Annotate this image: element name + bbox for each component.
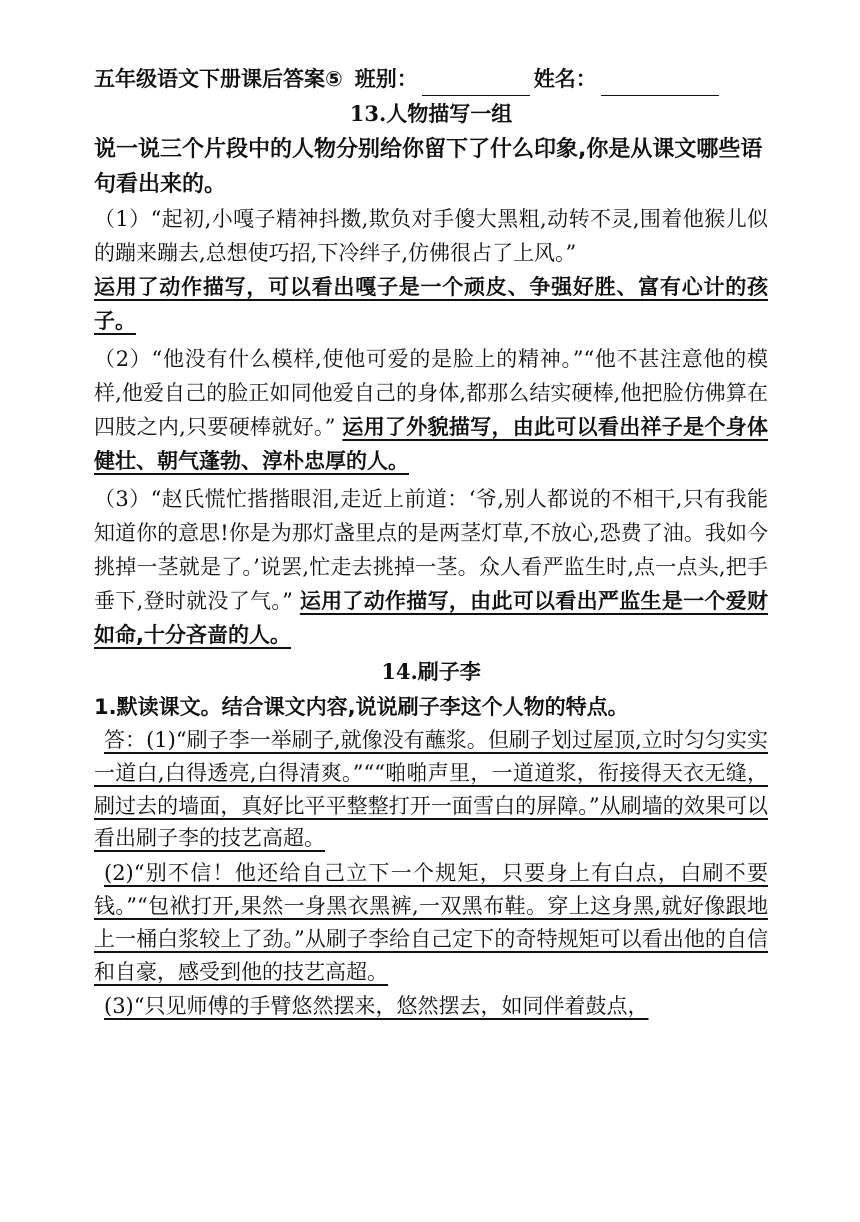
answer-2-text: (2)“别不信！他还给自己立下一个规矩，只要身上有白点，白刷不要钱。”“包袱打开,果然一身黑衣黑裤,一双黑布鞋。穿上这身黑,就好像跟地上一桶白浆较上了劲。”从刷子李给自己定下的奇特规矩可以看出他的自信和自豪，感受到他的技艺高超。 — [94, 861, 768, 984]
class-label: 班别： — [354, 67, 418, 91]
passage-2-answer: 运用了外貌描写，由此可以看出祥子是个身体健壮、朝气蓬勃、淳朴忠厚的人。 — [94, 415, 768, 473]
section14-answer-2 — [94, 857, 768, 988]
section14-answer-1 — [94, 724, 768, 855]
name-blank[interactable] — [601, 69, 719, 96]
section14-answer-3 — [94, 990, 768, 1023]
answer-3-text: (3)“只见师傅的手臂悠然摆来，悠然摆去，如同伴着鼓点， — [104, 994, 649, 1019]
passage-3-quote: （3）“赵氏慌忙揩揩眼泪,走近上前道：‘爷,别人都说的不相干,只有我能知道你的意思!你是为那灯盏里点的是两茎灯草,不放心,恐费了油。我如今挑掉一茎就是了。’说罢,忙走去挑掉一茎。众人看严监生时,点一点头,把手垂下,登时就没了气。” — [94, 487, 768, 613]
section13-passage-2 — [94, 342, 768, 478]
passage-2-quote: （2）“他没有什么模样,使他可爱的是脸上的精神。”“他不甚注意他的模样,他爱自己的脸正如同他爱自己的身体,都那么结实硬棒,他把脸仿佛算在四肢之内,只要硬棒就好。” — [94, 347, 768, 439]
passage-1-answer: 运用了动作描写，可以看出嘎子是一个顽皮、争强好胜、富有心计的孩子。 — [94, 275, 768, 333]
section14-heading: 14.刷子李 — [381, 659, 481, 684]
section13-passage-3 — [94, 482, 768, 652]
worksheet-header — [94, 62, 768, 96]
section13-question: 说一说三个片段中的人物分别给你留下了什么印象,你是从课文哪些语句看出来的。 — [94, 137, 763, 197]
name-label: 姓名： — [533, 67, 597, 91]
passage-1-quote: （1）“起初,小嘎子精神抖擞,欺负对手傻大黑粗,动转不灵,围着他猴儿似的蹦来蹦去,总想使巧招,下冷绊子,仿佛很占了上风。” — [94, 207, 768, 265]
class-blank[interactable] — [422, 69, 530, 96]
passage-3-answer: 运用了动作描写，由此可以看出严监生是一个爱财如命,十分吝啬的人。 — [94, 589, 768, 647]
section13-passage-1 — [94, 202, 768, 338]
answer-1-text: 答：(1)“刷子李一举刷子,就像没有蘸浆。但刷子划过屋顶,立时匀匀实实一道白,白得透亮,白得清爽。”““啪啪声里，一道道浆，衔接得天衣无缝，刷过去的墙面，真好比平平整整打开一面雪白的屏障。”从刷墙的效果可以看出刷子李的技艺高超。 — [94, 728, 768, 851]
worksheet-title: 五年级语文下册课后答案⑤ — [94, 67, 343, 91]
document-page — [94, 62, 768, 1023]
section14-question: 1.默读课文。结合课文内容,说说刷子李这个人物的特点。 — [94, 695, 629, 719]
section13-heading: 13.人物描写一组 — [349, 101, 513, 126]
